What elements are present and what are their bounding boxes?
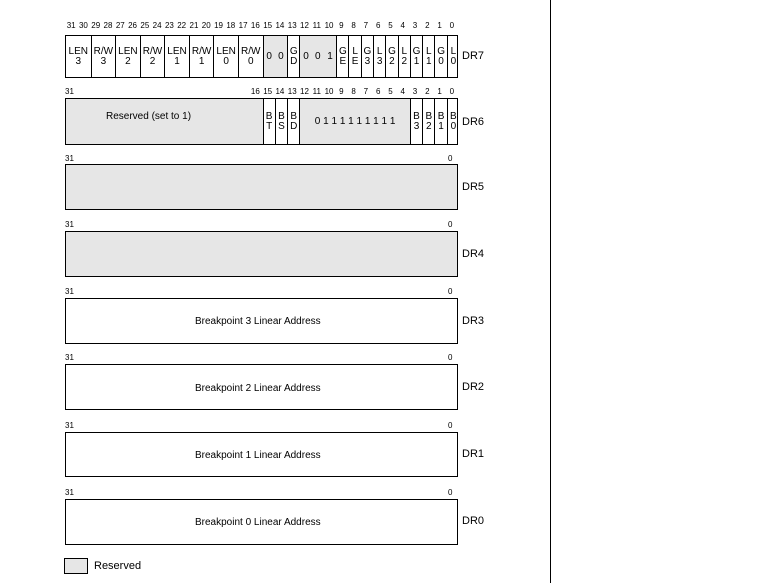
dr7-bit-number: 11 [312,21,321,30]
dr6-flag-line: D [290,120,298,132]
dr6-breakpoint-flag-line: 2 [426,120,432,132]
dr6-bit-number: 11 [312,87,321,96]
dr7-field-line: 2 [389,55,395,67]
dr6-breakpoint-flag-line: 3 [413,120,420,132]
dr7-field [336,36,348,77]
dr7-field [385,36,397,77]
dr1-register [65,432,458,477]
dr7-field [447,36,459,77]
dr7-bit-number: 16 [250,21,260,30]
dr0-register [65,499,458,545]
dr7-field-line: R/W [93,45,114,57]
dr6-bit-number: 14 [275,87,285,96]
dr7-field [398,36,410,77]
dr7-field-line: G [437,45,445,57]
dr7-field-line: 0 [247,55,254,67]
dr7-field-line: 0 [278,50,284,62]
dr7-field [410,36,422,77]
dr7-field [189,36,214,77]
dr7-field-line: G [412,45,421,57]
dr7-bit-number: 27 [115,21,125,30]
dr6-breakpoint-flag-line: B [437,110,445,122]
dr7-register [65,35,458,78]
dr7-field-line: 1 [426,55,432,67]
dr7-field-line: 2 [125,55,131,67]
dr6-bit-number: 13 [287,87,297,96]
dr1-label: Breakpoint 1 Linear Address [195,450,321,461]
dr7-bit-number: 12 [300,21,309,30]
dr6-breakpoint-flag-line: B [413,110,420,122]
dr7-bit-number: 28 [103,21,113,30]
dr7-bit-number: 13 [287,21,297,30]
dr7-bit-number: 14 [275,21,285,30]
dr4-register [65,231,458,277]
dr2-name: DR2 [462,381,485,393]
dr6-breakpoint-flag-line: B [425,110,433,122]
dr5-bit-high: 31 [65,154,74,163]
dr7-bit-number: 17 [238,21,248,30]
dr6-bit-number: 3 [412,87,418,96]
dr7-bit-number: 8 [351,21,356,30]
dr6-breakpoint-flag [422,99,434,144]
legend-reserved-label: Reserved [94,560,142,572]
dr7-field [361,36,373,77]
dr6-bit-number: 7 [363,87,369,96]
dr7-field [140,36,165,77]
dr6-fixed-bits [299,99,410,144]
dr7-field [66,36,91,77]
dr1-bit-low: 0 [448,421,453,430]
dr6-register [65,98,458,145]
dr7-bit-number: 9 [339,21,344,30]
dr2-bit-low: 0 [448,353,453,362]
dr7-bit-number: 24 [152,21,162,30]
dr2-bit-high: 31 [65,353,74,362]
dr7-field-line: D [290,55,298,67]
dr4-bit-low: 0 [448,220,453,229]
dr7-field-line: 0 [223,55,229,67]
dr0-label: Breakpoint 0 Linear Address [195,517,321,528]
dr7-field [91,36,116,77]
dr7-field [213,36,238,77]
dr6-breakpoint-flag-line: 1 [438,120,444,132]
dr7-field-line: 1 [198,55,205,67]
dr7-bit-number: 6 [375,21,381,30]
dr7-bit-number: 10 [324,21,334,30]
dr6-bit-number: 5 [388,87,393,96]
dr5-register [65,164,458,210]
dr7-field-line: 1 [174,55,180,67]
dr3-bit-high: 31 [65,287,74,296]
dr6-flag-line: T [266,120,273,132]
dr6-reserved-field [66,99,263,144]
dr1-name: DR1 [462,448,485,460]
dr7-field [422,36,434,77]
dr6-flag [263,99,275,144]
dr7-bit-number: 23 [164,21,174,30]
dr7-field [348,36,360,77]
dr7-bit-number: 20 [201,21,211,30]
dr6-flag-line: S [278,120,285,132]
dr7-field-line: L [352,45,358,57]
dr6-bit-number: 2 [425,87,430,96]
dr7-field-line: 0 [450,55,457,67]
dr7-field-line: G [289,45,298,57]
dr7-field-line: L [426,45,432,57]
dr7-field-line: 0 [438,55,444,67]
dr7-field-line: 1 [413,55,420,67]
dr6-bit-number: 12 [300,87,309,96]
dr0-bit-high: 31 [65,488,74,497]
dr4-bit-high: 31 [65,220,74,229]
dr6-breakpoint-flag [447,99,459,144]
dr7-field-line: 0 [314,50,321,62]
dr7-bit-number: 7 [363,21,369,30]
dr7-bit-number: 30 [78,21,88,30]
dr7-field-line: LEN [68,45,88,57]
dr3-bit-low: 0 [448,287,453,296]
dr7-bit-number: 5 [388,21,393,30]
dr7-bit-number: 29 [91,21,101,30]
dr6-bit-number: 16 [250,87,260,96]
dr6-bit-number: 9 [339,87,344,96]
dr6-fixed-bits-label: 0 1 1 1 1 1 1 1 1 1 [314,115,396,127]
dr7-field-line: G [388,45,396,57]
dr7-field-line: E [351,55,359,67]
dr6-bit-number: 1 [437,87,442,96]
dr6-breakpoint-flag [410,99,422,144]
dr2-register [65,364,458,410]
dr7-field-line: R/W [240,45,261,57]
dr1-bit-high: 31 [65,421,74,430]
dr6-flag [275,99,287,144]
dr6-bit-number: 6 [375,87,381,96]
dr7-bit-number: 21 [189,21,199,30]
dr7-field [275,36,287,77]
divider-line [550,0,551,583]
dr7-bit-number: 4 [400,21,405,30]
dr7-bit-number: 22 [177,21,187,30]
legend-reserved-swatch [64,558,88,574]
dr7-field [434,36,446,77]
dr7-bit-number: 15 [263,21,273,30]
dr7-name: DR7 [462,50,485,62]
dr0-name: DR0 [462,515,485,527]
dr6-bit-number: 31 [65,87,74,96]
dr6-bit-number: 10 [324,87,334,96]
dr7-field [115,36,140,77]
dr7-field [324,36,336,77]
dr7-field-line: LEN [167,45,187,57]
dr7-field-line: 3 [75,55,82,67]
dr7-bit-number: 18 [226,21,236,30]
dr6-name: DR6 [462,116,485,128]
dr6-bit-number: 8 [351,87,356,96]
dr7-bit-number: 1 [437,21,442,30]
dr6-reserved-label: Reserved (set to 1) [106,111,192,122]
dr3-name: DR3 [462,315,485,327]
dr5-bit-low: 0 [448,154,453,163]
dr4-name: DR4 [462,248,485,260]
dr7-field-line: 1 [327,50,333,62]
dr7-field-line: 3 [376,55,383,67]
dr6-bit-number: 0 [449,87,455,96]
dr7-field-line: 3 [364,55,371,67]
dr5-name: DR5 [462,181,485,193]
dr7-field [299,36,311,77]
dr7-field-line: L [376,45,383,57]
dr7-bit-number: 2 [425,21,430,30]
dr3-register [65,298,458,344]
dr6-flag [287,99,299,144]
dr7-field-line: 3 [100,55,107,67]
dr7-bit-number: 31 [66,21,76,30]
dr7-field [164,36,189,77]
dr7-field-line: 0 [266,50,272,62]
dr7-field-line: L [401,45,408,57]
dr3-label: Breakpoint 3 Linear Address [195,316,321,327]
dr7-field-line: 2 [401,55,408,67]
dr7-field-line: 0 [303,50,309,62]
dr7-bit-number: 25 [140,21,150,30]
dr6-bit-number: 15 [263,87,273,96]
dr6-flag-line: B [290,110,298,122]
dr6-breakpoint-flag-line: 0 [450,120,457,132]
dr7-field-line: G [363,45,372,57]
dr7-field [312,36,324,77]
dr7-field [238,36,263,77]
dr7-field-line: R/W [142,45,163,57]
dr7-field [287,36,299,77]
dr7-field-line: LEN [216,45,236,57]
dr7-field-line: E [339,55,347,67]
dr0-bit-low: 0 [448,488,453,497]
dr6-flag-line: B [265,110,273,122]
dr7-field-line: R/W [191,45,212,57]
dr7-field [373,36,385,77]
dr7-field-line: L [450,45,457,57]
dr6-flag-line: B [278,110,285,122]
dr7-bit-number: 19 [214,21,223,30]
dr6-bit-number: 4 [400,87,405,96]
dr7-field-line: LEN [118,45,138,57]
dr6-breakpoint-flag-line: B [450,110,457,122]
dr2-label: Breakpoint 2 Linear Address [195,383,321,394]
dr7-field [263,36,275,77]
dr7-field-line: 2 [149,55,156,67]
dr7-field-line: G [338,45,347,57]
dr7-bit-number: 3 [412,21,418,30]
dr7-bit-number: 0 [449,21,455,30]
dr6-breakpoint-flag [434,99,446,144]
dr7-bit-number: 26 [128,21,137,30]
